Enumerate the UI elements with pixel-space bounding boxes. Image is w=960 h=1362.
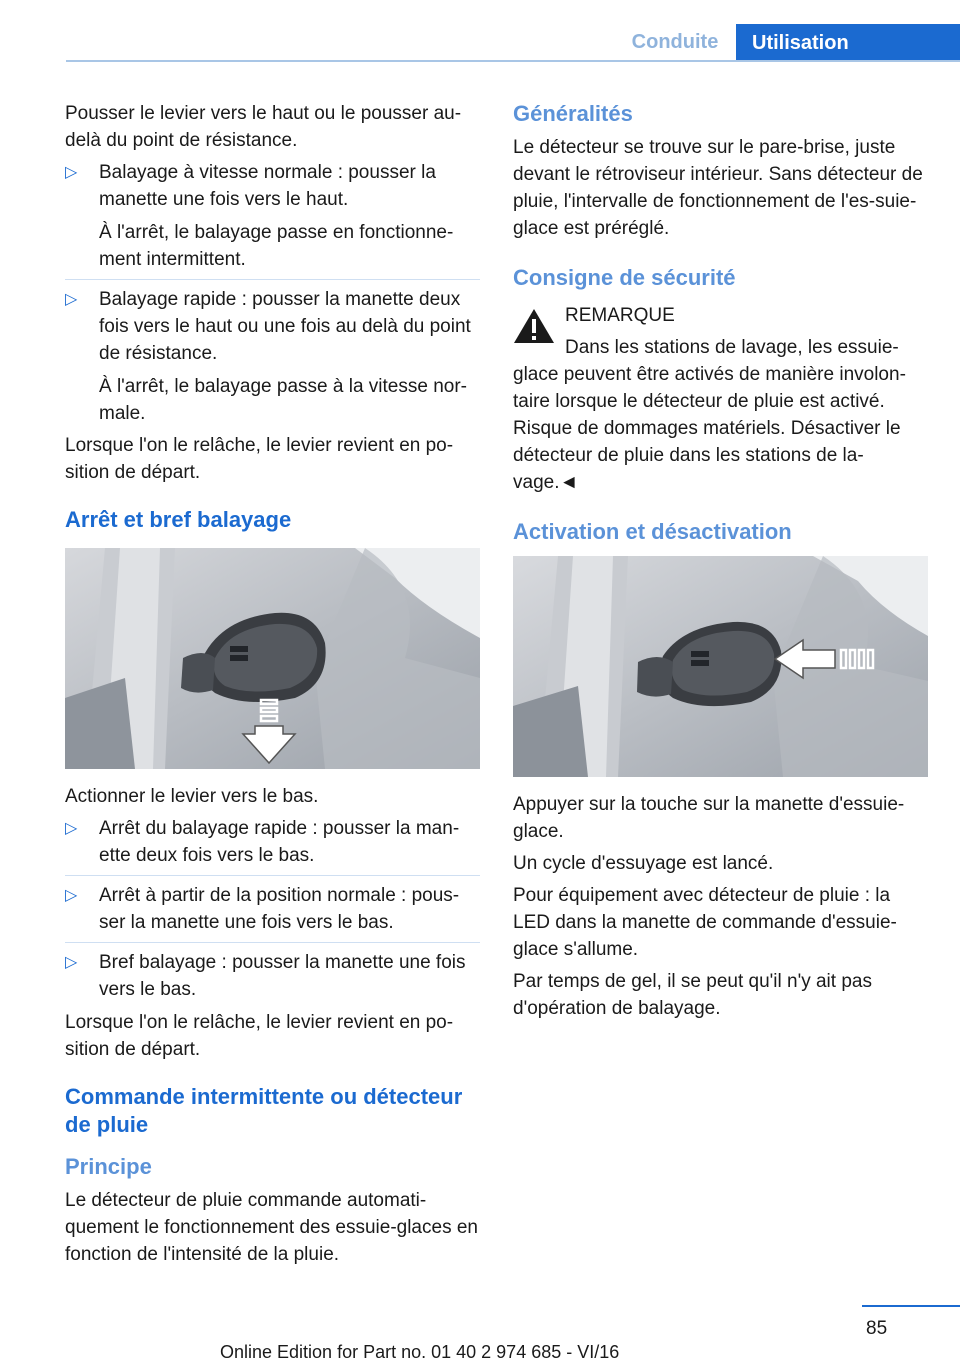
warning-line-1: Dans les stations de lavage, les essuie- — [565, 337, 899, 358]
generalites-text: Le détecteur se trouve sur le pare-brise, juste devant le rétroviseur intérieur. Sans détecteur de pluie, l'intervalle de fonctionnement de l'es-suie-glace est préréglé. — [513, 137, 923, 239]
list-item-main: Balayage rapide : pousser la manette deux fois vers le haut ou une fois au delà du point de résistance. — [99, 289, 471, 364]
heading-principe: Principe — [65, 1154, 152, 1179]
header-rule — [66, 60, 960, 62]
stop-list — [65, 815, 480, 1003]
footer-rule — [862, 1305, 960, 1307]
warning-block — [513, 302, 928, 496]
divider — [65, 279, 480, 280]
edition-footer: Online Edition for Part no. 01 40 2 974 685 - VI/16 — [220, 1342, 620, 1362]
tab-utilisation[interactable]: Utilisation — [736, 24, 960, 62]
speed-list-2 — [65, 286, 480, 367]
list-item: ▷ Arrêt du balayage rapide : pousser la man-ette deux fois vers le bas. — [65, 815, 480, 869]
heading-generalites: Généralités — [513, 101, 633, 126]
divider — [65, 942, 480, 943]
list-item-sub: À l'arrêt, le balayage passe en fonctionne-ment intermittent. — [99, 222, 454, 270]
principe-text: Le détecteur de pluie commande automati-quement le fonctionnement des essuie-glaces en fonction de l'intensité de la pluie. — [65, 1190, 478, 1265]
appuyer-text: Appuyer sur la touche sur la manette d'essuie-glace. — [513, 794, 905, 842]
speed-list — [65, 159, 480, 213]
release-text: Lorsque l'on le relâche, le levier revient en po-sition de départ. — [65, 435, 454, 483]
gel-text: Par temps de gel, il se peut qu'il n'y ait pas d'opération de balayage. — [513, 971, 872, 1019]
heading-intermittent: Commande intermittente ou détecteur de pluie — [65, 1084, 463, 1137]
list-item — [65, 159, 480, 213]
warning-title: REMARQUE — [565, 305, 675, 326]
list-item-sub: À l'arrêt, le balayage passe à la vitesse nor-male. — [99, 376, 467, 424]
warning-triangle-icon — [513, 308, 555, 344]
warning-rest: glace peuvent être activés de manière involon-taire lorsque le détecteur de pluie est activé. Risque de dommages matériels. Désactiver le détecteur de pluie dans les stations de la-vage.◄ — [513, 364, 906, 493]
divider — [65, 875, 480, 876]
list-item-main: Balayage à vitesse normale : pousser la manette une fois vers le haut. — [99, 162, 436, 210]
release-text-2: Lorsque l'on le relâche, le levier revient en po-sition de départ. — [65, 1012, 454, 1060]
cycle-text: Un cycle d'essuyage est lancé. — [513, 853, 774, 874]
lever-down-photo — [65, 548, 480, 769]
left-column — [65, 100, 480, 1273]
equipement-text: Pour équipement avec détecteur de pluie : la LED dans la manette de commande d'essuie-glace s'allume. — [513, 885, 897, 960]
intro-text: Pousser le levier vers le haut ou le pousser au-delà du point de résistance. — [65, 103, 462, 151]
list-item — [65, 286, 480, 367]
heading-stop: Arrêt et bref balayage — [65, 507, 292, 532]
heading-securite: Consigne de sécurité — [513, 265, 736, 290]
list-item: ▷ Arrêt à partir de la position normale : pous-ser la manette une fois vers le bas. — [65, 882, 480, 936]
heading-activation: Activation et désactivation — [513, 519, 792, 544]
actionner-text: Actionner le levier vers le bas. — [65, 786, 319, 807]
lever-button-photo — [513, 556, 928, 777]
tab-conduite[interactable]: Conduite — [631, 30, 719, 53]
list-item: ▷ Bref balayage : pousser la manette une fois vers le bas. — [65, 949, 480, 1003]
page-number: 85 — [866, 1318, 888, 1339]
right-column — [513, 100, 928, 1027]
